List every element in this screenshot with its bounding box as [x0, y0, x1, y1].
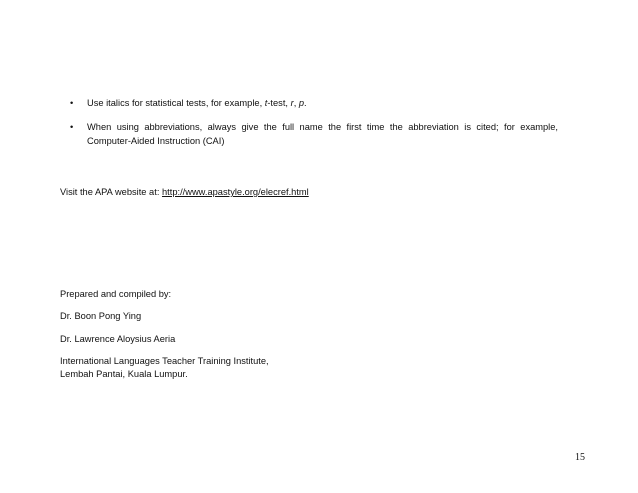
- page-number: 15: [575, 452, 585, 463]
- bullet-text: Use italics for statistical tests, for example, t-test, r, p.: [87, 98, 307, 108]
- bullet-icon: •: [70, 98, 74, 108]
- bullet-item-abbreviations: [68, 120, 558, 148]
- bullet-text-line-1: When using abbreviations, always give the full name the first time the abbreviation is cited; for example,: [87, 122, 558, 132]
- bullet-item-italics: [68, 96, 558, 110]
- author-name: Dr. Lawrence Aloysius Aeria: [60, 334, 176, 344]
- bullet-text-line-2: Computer-Aided Instruction (CAI): [87, 136, 225, 146]
- institution-line: Lembah Pantai, Kuala Lumpur.: [60, 369, 188, 379]
- credits-heading: Prepared and compiled by:: [60, 289, 172, 299]
- institution-address: [60, 355, 269, 381]
- author-name: Dr. Boon Pong Ying: [60, 311, 142, 321]
- website-prefix: Visit the APA website at:: [60, 187, 162, 197]
- apa-website-link[interactable]: http://www.apastyle.org/elecref.html: [161, 187, 309, 197]
- website-line: [60, 186, 309, 199]
- institution-line: International Languages Teacher Training Institute,: [60, 356, 269, 366]
- bullet-icon: •: [70, 122, 74, 132]
- bullet-list: [68, 96, 558, 158]
